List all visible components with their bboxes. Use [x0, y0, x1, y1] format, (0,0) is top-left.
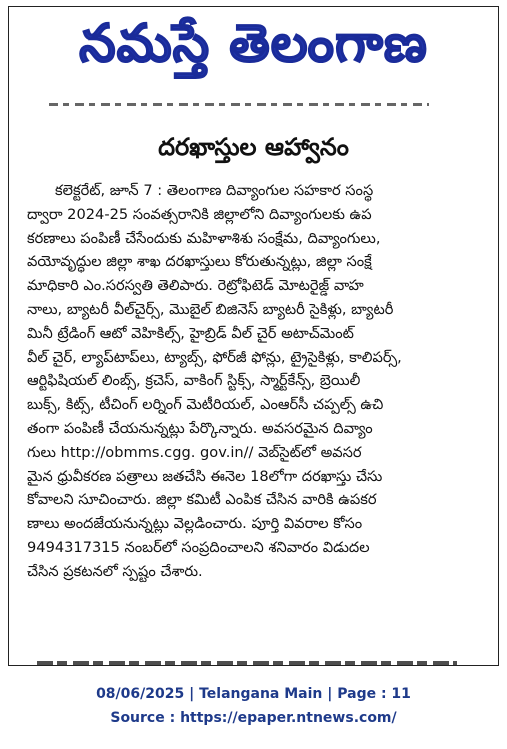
article-line: ఆర్టిఫిషియల్ లింబ్స్, క్రచెస్, వాకింగ్ స్టిక్స్, స్మార్ట్‌కేన్స్, బ్రెయిలీ	[27, 372, 361, 390]
article-line: వీల్ చైర్, ల్యాప్‌టాప్‌లు, ట్యాబ్స్, ఫోర్‌జీ ఫోన్లు, ట్రైసైకిళ్లు, కాలిపర్స్,	[27, 348, 402, 366]
article-line: వయోవృద్ధుల జిల్లా శాఖ దరఖాస్తులు కోరుతున్నట్లు, జిల్లా సంక్షే	[27, 253, 372, 271]
article-line: మైన ధ్రువీకరణ పత్రాలు జతచేసి ఈనెల 18లోగా దరఖాస్తు చేసు	[27, 467, 383, 485]
article-headline: దరఖాస్తుల ఆహ్వానం	[158, 133, 349, 161]
article-line: తంగా పంపిణీ చేయనున్నట్లు పేర్కొన్నారు. అవసరమైన దివ్యాం	[27, 419, 373, 437]
newspaper-logo: నమస్తే తెలంగాణ	[79, 14, 428, 74]
article-line: కోవాలని సూచించారు. జిల్లా కమిటీ ఎంపిక చేసిన వారికి ఉపకర	[27, 491, 377, 509]
article-line: నాలు, బ్యాటరీ వీల్‌చైర్స్, మొబైల్ బిజినెస్ బ్యాటరీ సైకిళ్లు, బ్యాటరీ	[27, 300, 394, 318]
article-line: కరణాలు పంపిణీ చేసేందుకు మహిళాశిశు సంక్షేమ, దివ్యాంగులు,	[27, 229, 381, 247]
article-line: గులు http://obmms.cgg. gov.in// వెబ్‌సైట్‌లో అవసర	[27, 443, 362, 461]
article-line: మినీ ట్రేడింగ్ ఆటో వెహికిల్స్, హైబ్రిడ్ వీల్ చైర్ అటాచ్‌మెంట్	[27, 324, 354, 342]
article-line: చేసిన ప్రకటనలో స్పష్టం చేశారు.	[27, 562, 203, 580]
source-link[interactable]: Source : https://epaper.ntnews.com/	[110, 710, 397, 726]
clipping-frame	[8, 6, 499, 666]
article-line: బుక్స్, కిట్స్, టీచింగ్ లర్నింగ్ మెటీరియల్, ఎంఆర్‌సీ చప్పల్స్ ఉచి	[27, 396, 384, 414]
clipped-next-headline	[37, 653, 457, 666]
article-line: ద్వారా 2024-25 సంవత్సరానికి జిల్లాలోని దివ్యాంగులకు ఉప	[27, 205, 372, 223]
article-line: 9494317315 నంబర్‌లో సంప్రదించాలని శనివారం విడుదల	[27, 538, 370, 556]
article-line: కలెక్టరేట్, జూన్ 7 : తెలంగాణ దివ్యాంగుల సహకార సంస్థ	[55, 182, 374, 199]
article-body	[27, 179, 483, 584]
publication-meta: 08/06/2025 | Telangana Main | Page : 11	[96, 686, 411, 702]
article-line: మాధికారి ఎం.సరస్వతి తెలిపారు. రెట్రోఫిటెడ్ మోటరైజ్డ్ వాహ	[27, 277, 364, 295]
clipped-previous-text	[49, 97, 429, 111]
masthead	[9, 7, 498, 87]
article-line: ణాలు అందజేయనున్నట్లు వెల్లడించారు. పూర్తి వివరాల కోసం	[27, 515, 363, 533]
